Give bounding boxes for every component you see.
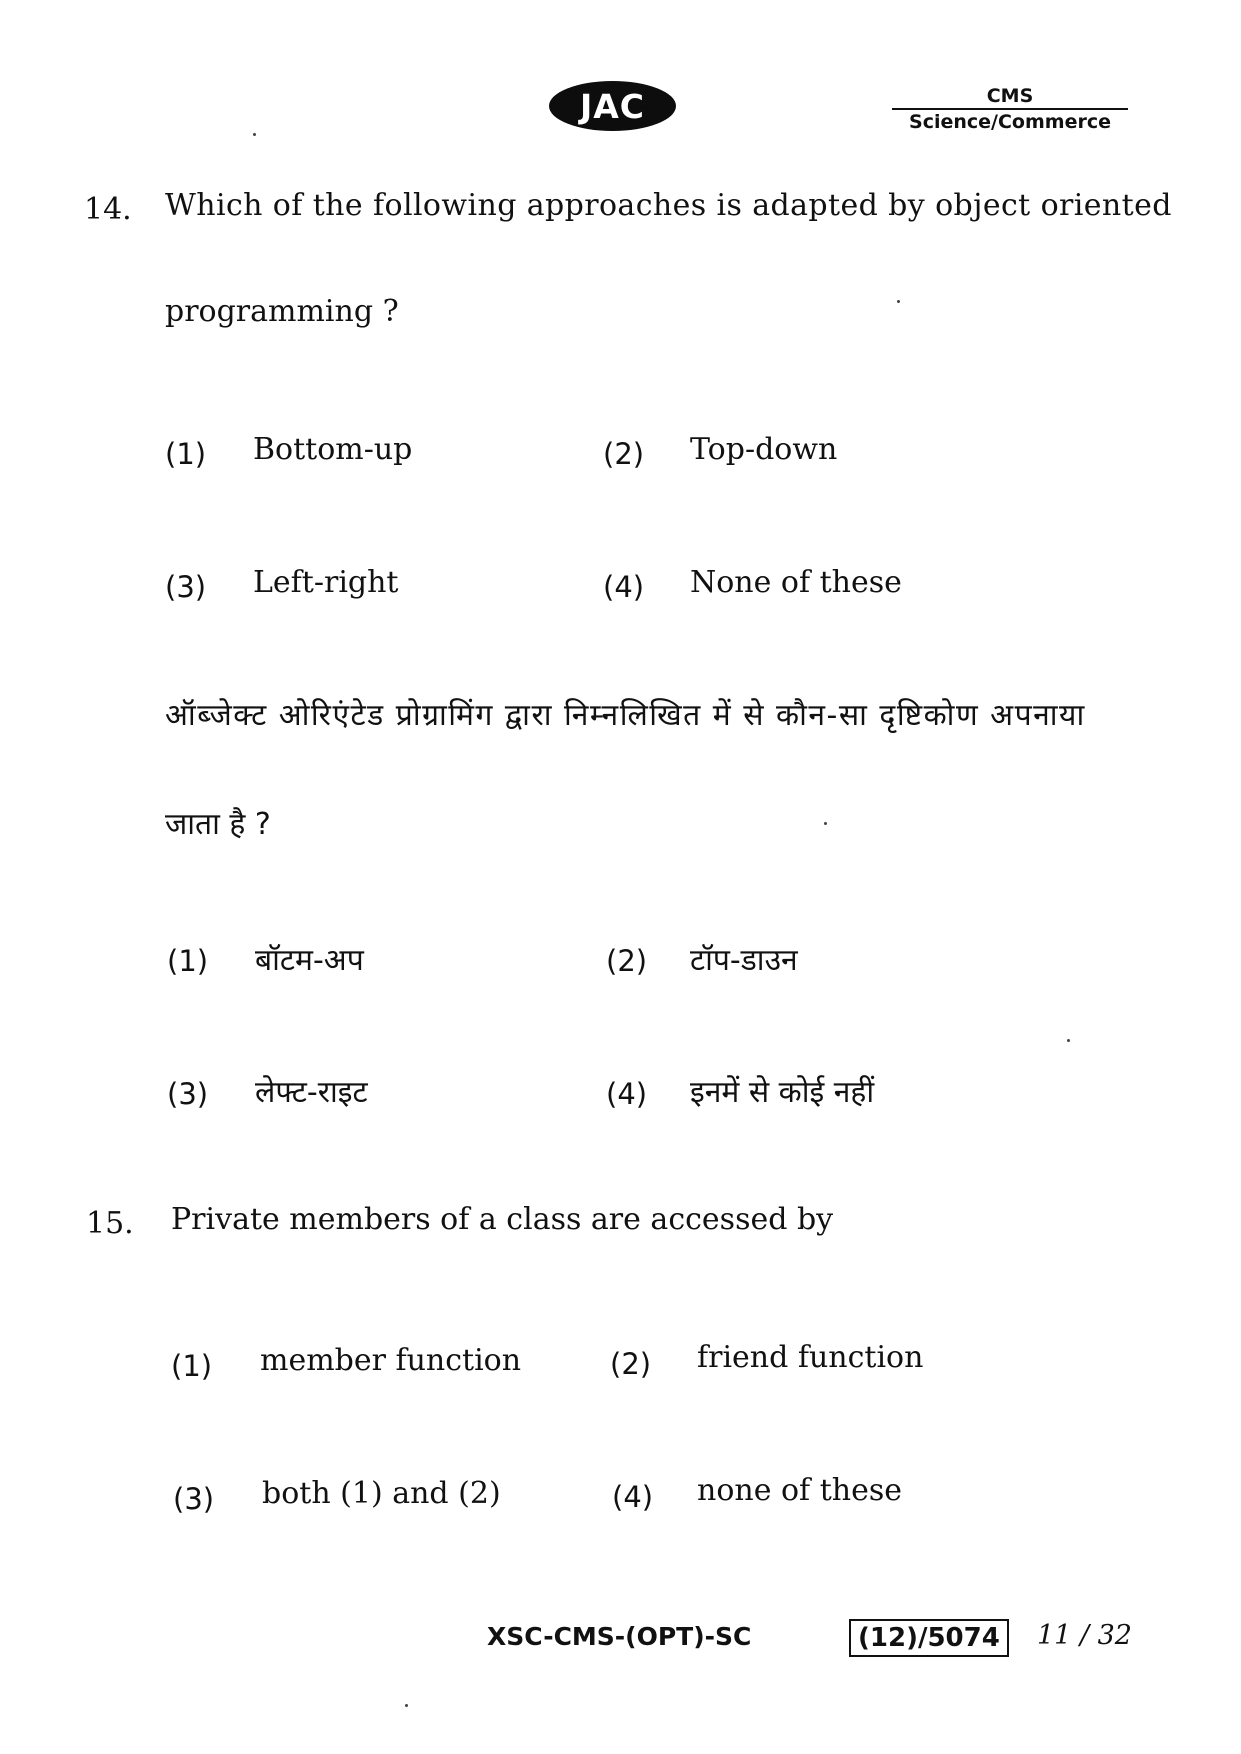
scan-speck (1067, 1039, 1070, 1042)
footer-boxed-code: (12)/5074 (849, 1619, 1009, 1657)
paper-code: CMS (892, 86, 1128, 110)
q15-option-3-text: both (1) and (2) (262, 1476, 501, 1511)
stream-block (892, 86, 1128, 134)
q14-hindi-option-2-text: टॉप-डाउन (690, 943, 798, 978)
q14-option-2-number: (2) (603, 437, 645, 471)
q14-option-4-number: (4) (603, 570, 645, 604)
q14-hindi-option-1-number: (1) (167, 944, 209, 978)
question-15-text: Private members of a class are accessed by (171, 1202, 834, 1237)
q14-hindi-option-1-text: बॉटम-अप (255, 943, 364, 978)
q14-option-2-text: Top-down (690, 432, 838, 467)
q14-hindi-option-4-number: (4) (606, 1077, 648, 1111)
q14-hindi-option-4-text: इनमें से कोई नहीं (690, 1075, 875, 1110)
q14-hindi-option-2-number: (2) (606, 944, 648, 978)
q15-option-2-number: (2) (610, 1347, 652, 1381)
question-14-text-line1: Which of the following approaches is adapted by object oriented (165, 188, 1172, 223)
q15-option-2-text: friend function (697, 1340, 924, 1375)
jac-logo (549, 81, 676, 131)
q15-option-1-number: (1) (171, 1349, 213, 1383)
logo-text: JAC (579, 86, 646, 126)
q15-option-1-text: member function (260, 1343, 522, 1378)
question-14-number: 14. (84, 192, 132, 227)
q14-hindi-option-3-number: (3) (167, 1077, 209, 1111)
footer-paper-code: XSC-CMS-(OPT)-SC (487, 1622, 752, 1651)
q14-option-3-number: (3) (165, 570, 207, 604)
q14-hindi-option-3-text: लेफ्ट-राइट (255, 1075, 368, 1110)
stream-label: Science/Commerce (909, 111, 1111, 133)
question-14-hindi-line1: ऑब्जेक्ट ओरिएंटेड प्रोग्रामिंग द्वारा निम्नलिखित में से कौन-सा दृष्टिकोण अपनाया (165, 698, 1086, 733)
scan-speck (824, 822, 827, 825)
question-15-number: 15. (86, 1206, 134, 1241)
q14-option-1-text: Bottom-up (253, 432, 413, 467)
q14-option-4-text: None of these (690, 565, 902, 600)
scan-speck (897, 300, 900, 303)
question-14-text-line2: programming ? (165, 294, 399, 329)
q15-option-4-number: (4) (612, 1480, 654, 1514)
scan-speck (405, 1704, 408, 1707)
question-14-hindi-line2: जाता है ? (165, 807, 271, 842)
page-number: 11 / 32 (1037, 1620, 1132, 1651)
q15-option-4-text: none of these (697, 1473, 902, 1508)
q14-option-1-number: (1) (165, 437, 207, 471)
q14-option-3-text: Left-right (253, 565, 399, 600)
q15-option-3-number: (3) (173, 1482, 215, 1516)
scan-speck (253, 133, 256, 136)
